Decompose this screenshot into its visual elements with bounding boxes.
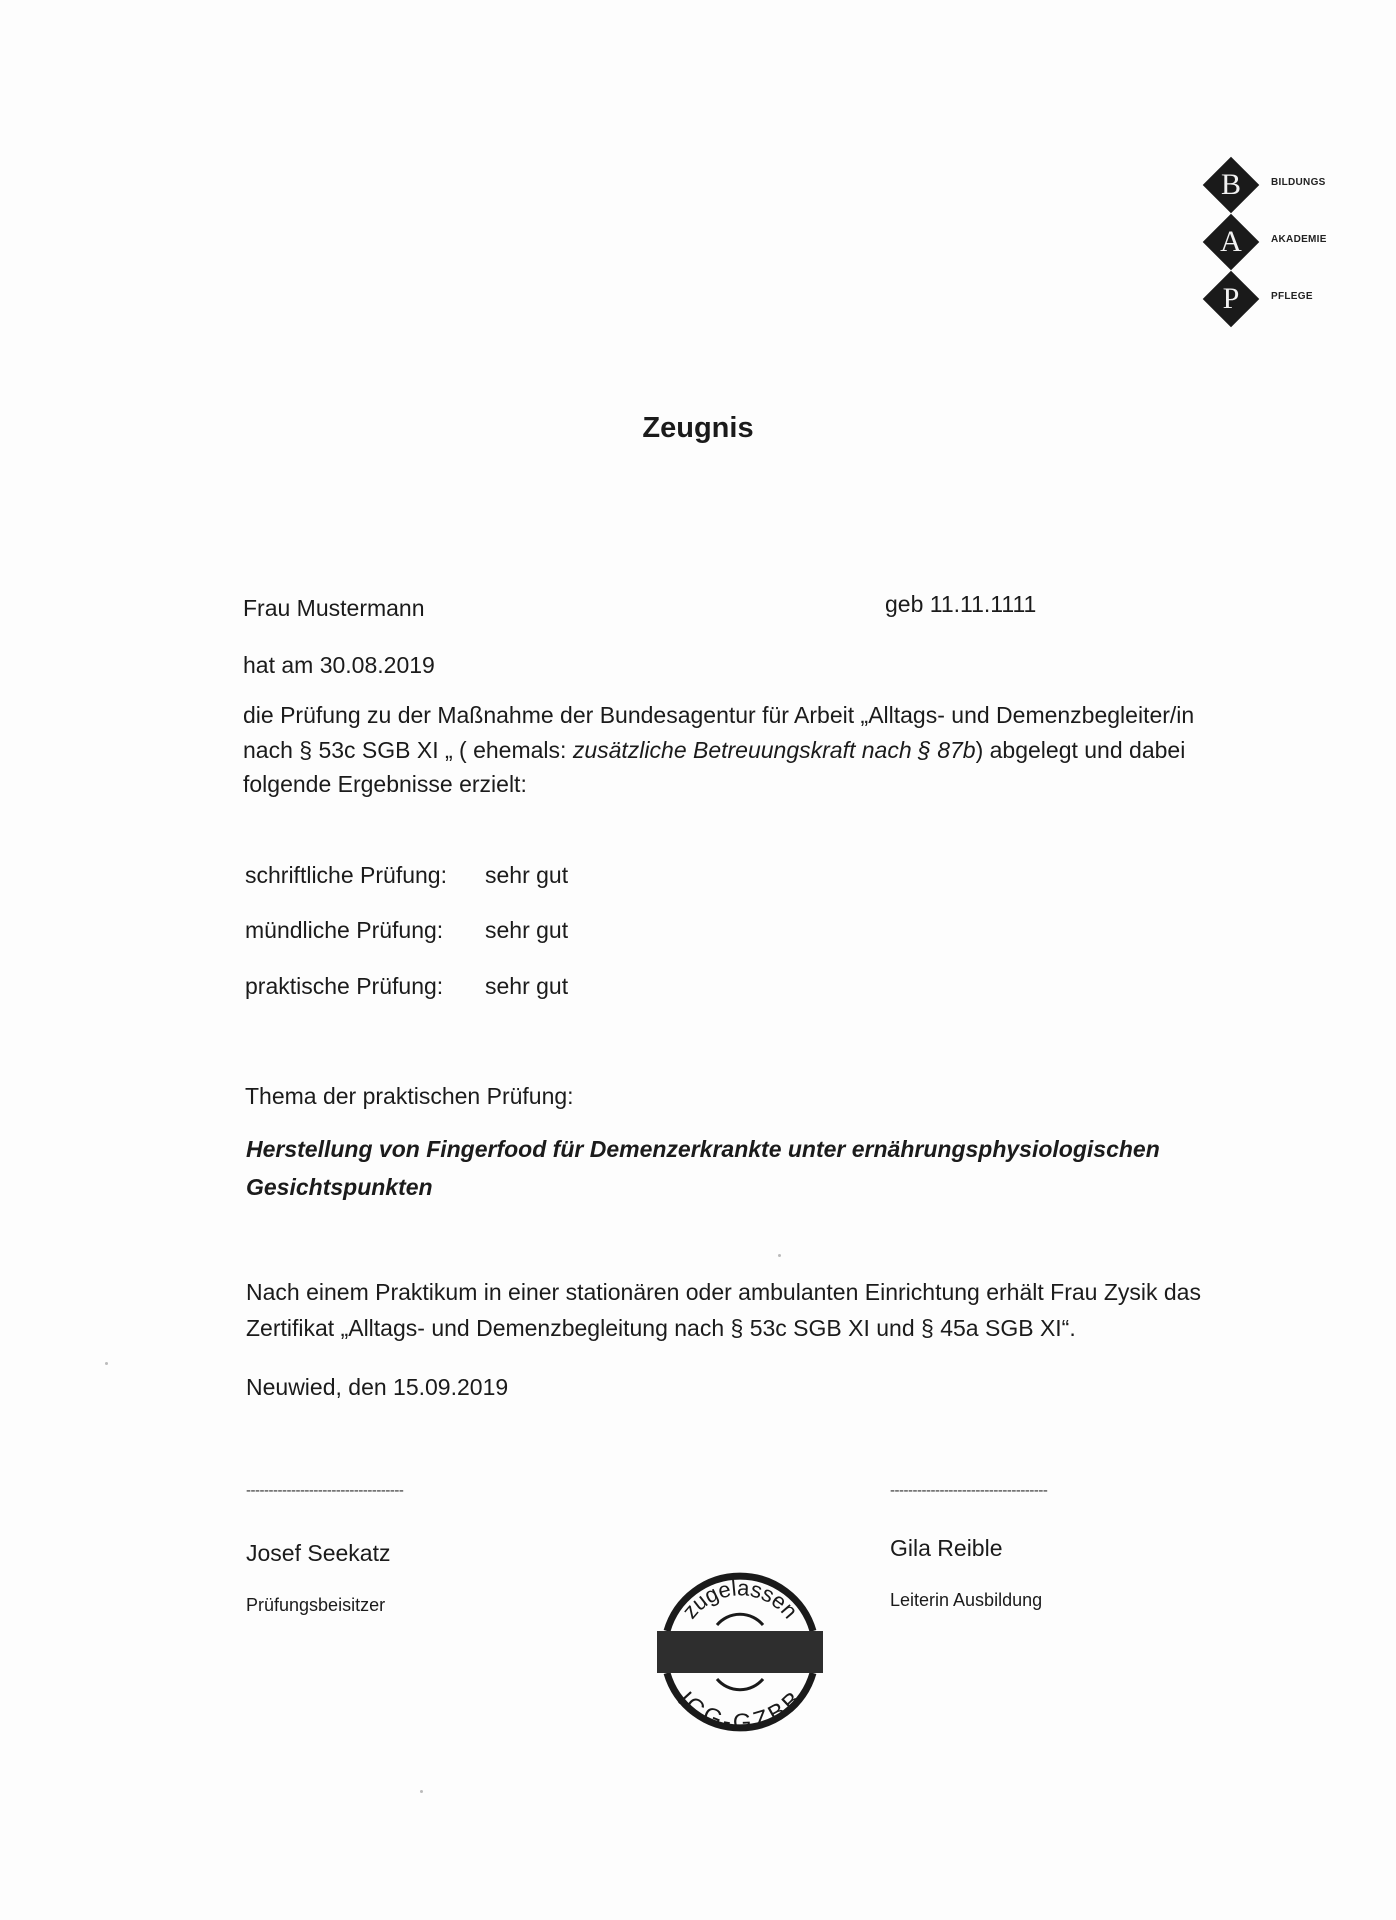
logo-word: BILDUNGS [1271,177,1326,188]
result-label: schriftliche Prüfung: [245,862,447,888]
signature-line-left: ----------------------------------- [246,1482,404,1499]
document-title: Zeugnis [642,412,754,444]
logo-row-akademie [1205,220,1345,276]
result-label: praktische Prüfung: [245,973,444,999]
topic-label: Thema der praktischen Prüfung: [245,1083,574,1109]
stamp-inner-arc-top [717,1614,763,1625]
intro-text: die Prüfung zu der Maßnahme der Bundesagentur für Arbeit „Alltags- und Demenzbegleiter/in nach § 53c SGB XI „ ( ehemals: [243,702,1195,763]
approval-stamp [645,1555,835,1735]
exam-date: hat am 30.08.2019 [243,652,435,678]
logo-letter: P [1222,282,1240,315]
signature-line-right: ----------------------------------- [890,1482,1048,1499]
certificate-note: Nach einem Praktikum in einer stationären oder ambulanten Einrichtung erhält Frau Zysik das Zertifikat „Alltags- und Demenzbegleitung nach § 53c SGB XI und § 45a SGB XI“. [246,1279,1201,1341]
signer-role-right: Leiterin Ausbildung [890,1590,1043,1610]
recipient-birthdate: geb 11.11.1111 [885,591,1037,617]
place-date: Neuwied, den 15.09.2019 [246,1374,509,1400]
stamp-redaction-bar [657,1631,823,1673]
result-grade: sehr gut [485,973,569,999]
logo-word: PFLEGE [1271,291,1313,302]
stamp-bottom-text: ICG-GZBB [672,1686,807,1735]
topic-text: Herstellung von Fingerfood für Demenzerkrankte unter ernährungsphysiologischen Gesichtspunkten [246,1136,1160,1200]
result-label: mündliche Prüfung: [245,917,444,943]
result-row-oral [245,912,568,948]
signer-name-left: Josef Seekatz [246,1540,391,1566]
recipient-name: Frau Mustermann [243,595,425,621]
logo-word: AKADEMIE [1271,234,1327,245]
logo-letter: B [1220,168,1241,201]
scan-speck [420,1790,423,1793]
logo-letter: A [1220,225,1242,258]
intro-paragraph [243,698,1243,802]
result-grade: sehr gut [485,917,569,943]
stamp-inner-arc-bottom [717,1679,763,1690]
signer-name-right: Gila Reible [890,1535,1003,1561]
signer-role-left: Prüfungsbeisitzer [246,1595,386,1615]
scan-speck [105,1362,108,1365]
intro-text-end: ) abgelegt und dabei folgende Ergebnisse erzielt: [243,736,1186,797]
logo-row-bildungs [1205,163,1345,219]
result-row-written [245,857,568,893]
bap-logo [1205,163,1345,348]
stamp-top-text: zugelassen [676,1575,803,1624]
result-row-practical [245,968,568,1004]
result-grade: sehr gut [485,862,569,888]
logo-row-pflege [1205,277,1345,333]
scan-speck [778,1254,781,1257]
intro-italic: zusätzliche Betreuungskraft nach § 87b [572,736,976,763]
